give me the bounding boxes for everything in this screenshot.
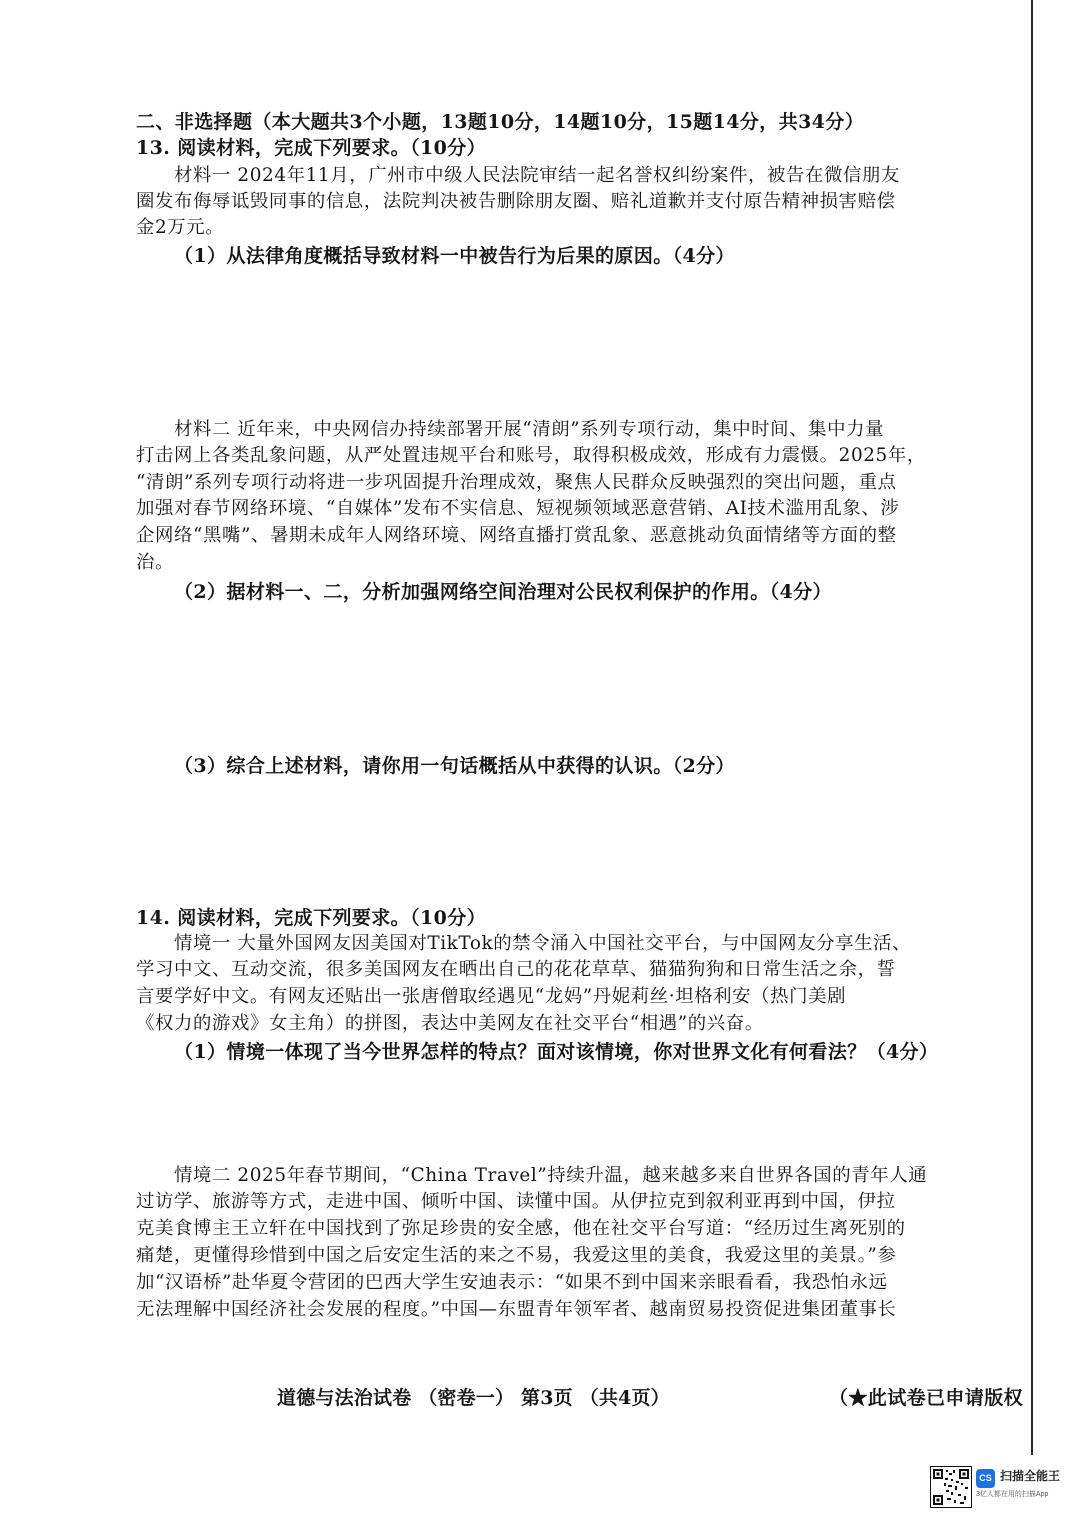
q13-subquestion-3: （3）综合上述材料，请你用一句话概括从中获得的认识。（2分）: [174, 755, 735, 777]
q14-scene1-line-4: 《权力的游戏》女主角）的拼图，表达中美网友在社交平台“相遇”的兴奋。: [136, 1013, 764, 1034]
q13-material1-line-1: 材料一 2024年11月，广州市中级人民法院审结一起名誉权纠纷案件，被告在微信朋友: [174, 165, 900, 186]
copyright-note: （★此试卷已申请版权: [829, 1387, 1024, 1409]
q14-scene2-line-1: 情境二 2025年春节期间，“China Travel”持续升温，越来越多来自世界各国的青年人通: [174, 1165, 928, 1186]
q14-scene1-line-1: 情境一 大量外国网友因美国对TikTok的禁令涌入中国社交平台，与中国网友分享生活、: [174, 933, 912, 954]
page-edge-line: [1031, 0, 1033, 1455]
q13-material2-line-5: 企网络“黑嘴”、暑期未成年人网络环境、网络直播打赏乱象、恶意挑动负面情绪等方面的整: [136, 525, 897, 546]
q14-scene1-line-3: 言要学好中文。有网友还贴出一张唐僧取经遇见“龙妈”丹妮莉丝·坦格利安（热门美剧: [136, 986, 847, 1007]
scanner-brand-subtitle: 3亿人都在用的扫描App: [976, 1491, 1049, 1498]
q14-scene2-line-5: 加“汉语桥”赴华夏令营团的巴西大学生安迪表示：“如果不到中国来亲眼看看，我恐怕永远: [136, 1272, 888, 1293]
q13-subquestion-2: （2）据材料一、二，分析加强网络空间治理对公民权利保护的作用。（4分）: [174, 581, 832, 603]
page-footer: 道德与法治试卷 （密卷一） 第3页 （共4页）: [277, 1387, 670, 1409]
q13-subquestion-1: （1）从法律角度概括导致材料一中被告行为后果的原因。（4分）: [174, 245, 735, 267]
q14-subquestion-1: （1）情境一体现了当今世界怎样的特点？面对该情境，你对世界文化有何看法？（4分）: [174, 1041, 939, 1063]
q13-material2-line-4: 加强对春节网络环境、“自媒体”发布不实信息、短视频领域恶意营销、AI技术滥用乱象、涉: [136, 498, 900, 519]
q13-material2-line-3: “清朗”系列专项行动将进一步巩固提升治理成效，聚焦人民群众反映强烈的突出问题，重点: [136, 472, 897, 493]
q13-material2-line-2: 打击网上各类乱象问题，从严处置违规平台和账号，取得积极成效，形成有力震慑。2025年，: [136, 445, 926, 466]
scanner-brand-name: 扫描全能王: [1000, 1469, 1061, 1483]
q13-material1-line-3: 金2万元。: [136, 217, 225, 238]
q14-scene2-line-4: 痛楚，更懂得珍惜到中国之后安定生活的来之不易，我爱这里的美食，我爱这里的美景。”参: [136, 1245, 897, 1266]
q14-scene2-line-2: 过访学、旅游等方式，走进中国、倾听中国、读懂中国。从伊拉克到叙利亚再到中国，伊拉: [136, 1191, 896, 1212]
q14-scene2-line-3: 克美食博主王立轩在中国找到了弥足珍贵的安全感，他在社交平台写道：“经历过生离死别的: [136, 1218, 906, 1239]
q13-material2-line-6: 治。: [136, 552, 174, 573]
section-title: 二、非选择题（本大题共3个小题，13题10分，14题10分，15题14分，共34分）: [136, 111, 865, 133]
scanner-watermark: [930, 1466, 1080, 1518]
q13-material1-line-2: 圈发布侮辱诋毁同事的信息，法院判决被告删除朋友圈、赔礼道歉并支付原告精神损害赔偿: [136, 191, 896, 212]
qr-code-icon: [930, 1466, 972, 1508]
q13-material2-line-1: 材料二 近年来，中央网信办持续部署开展“清朗”系列专项行动，集中时间、集中力量: [174, 419, 885, 440]
q14-title: 14. 阅读材料，完成下列要求。（10分）: [136, 907, 487, 929]
q14-scene2-line-6: 无法理解中国经济社会发展的程度。”中国—东盟青年领军者、越南贸易投资促进集团董事长: [136, 1299, 897, 1320]
q13-title: 13. 阅读材料，完成下列要求。（10分）: [136, 137, 487, 159]
q14-scene1-line-2: 学习中文、互动交流，很多美国网友在晒出自己的花花草草、猫猫狗狗和日常生活之余，誓: [136, 959, 896, 980]
cs-logo-badge: CS: [976, 1469, 995, 1488]
